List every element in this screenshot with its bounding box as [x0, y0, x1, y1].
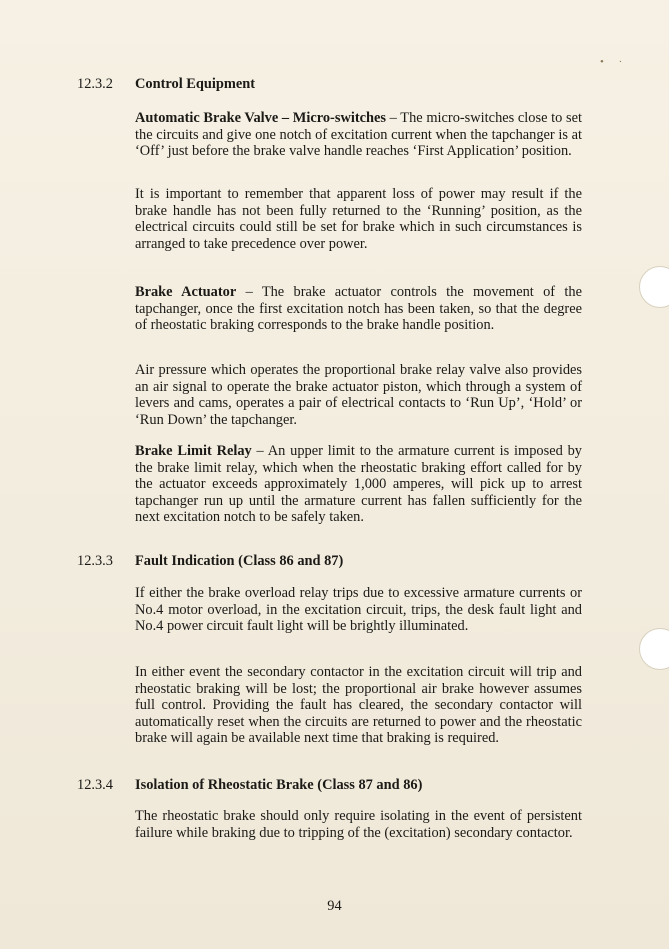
section-title: Control Equipment	[135, 76, 256, 92]
paragraph-heading: Brake Limit Relay	[135, 443, 252, 459]
paragraph-overload	[135, 585, 582, 635]
paragraph-air-pressure	[135, 362, 582, 428]
paragraph-power-loss	[135, 186, 582, 252]
punch-hole-upper	[639, 266, 669, 308]
section-number: 12.3.3	[77, 553, 113, 569]
paragraph-text: If either the brake overload relay trips due to excessive armature currents or No.4 motor overload, in the excitation circuit, trips, the desk fault light and No.4 power circuit fault light will be brightly illuminated.	[135, 585, 582, 635]
paragraph-text: The rheostatic brake should only require isolating in the event of persistent failure while braking due to tripping of the (excitation) secondary contactor.	[135, 808, 582, 841]
paragraph-text: Air pressure which operates the proportional brake relay valve also provides an air signal to operate the brake actuator piston, which through a system of levers and cams, operates a pair of electrical contacts to ‘Run Up’, ‘Hold’ or ‘Run Down’ the tapchanger.	[135, 362, 582, 428]
paragraph-brake-actuator	[135, 284, 582, 334]
paragraph-isolation	[135, 808, 582, 841]
paragraph-text: It is important to remember that apparent loss of power may result if the brake handle has not been fully returned to the ‘Running’ position, as the electrical circuits could still be set for brake which in such circumstances is arranged to take precedence over power.	[135, 186, 582, 252]
paragraph-brake-limit-relay	[135, 443, 582, 526]
paragraph-brake-valve	[135, 110, 582, 160]
ink-marks: • ·	[600, 56, 629, 68]
section-title: Fault Indication (Class 86 and 87)	[135, 553, 344, 569]
punch-hole-lower	[639, 628, 669, 670]
section-number: 12.3.2	[77, 76, 113, 92]
paragraph-heading: Brake Actuator	[135, 284, 237, 300]
section-title: Isolation of Rheostatic Brake (Class 87 and 86)	[135, 777, 423, 793]
paragraph-text: In either event the secondary contactor in the excitation circuit will trip and rheostatic braking will be lost; the proportional air brake however assumes full control. Providing the fault has cleared, the secondary contactor will automatically reset when the circuits are returned to power and the rheostatic brake will again be available next time that braking is required.	[135, 664, 582, 747]
section-number: 12.3.4	[77, 777, 113, 793]
paragraph-heading: Automatic Brake Valve – Micro-switches	[135, 110, 387, 126]
paragraph-text: – An upper limit to the armature current is imposed by the brake limit relay, which when the rheostatic braking effort called for by the actuator exceeds approximately 1,000 amperes, will pick up to arrest tapchanger run up until the armature current has fallen sufficiently for the next excitation notch to be safely taken.	[135, 443, 582, 526]
paragraph-text: – The brake actuator controls the movement of the tapchanger, once the first excitation notch has been taken, so that the degree of rheostatic braking corresponds to the brake handle position.	[135, 284, 582, 334]
page-number: 94	[327, 898, 342, 914]
paragraph-secondary-contactor	[135, 664, 582, 747]
paragraph-text: – The micro-switches close to set the circuits and give one notch of excitation current when the tapchanger is at ‘Off’ just before the brake valve handle reaches ‘First Application’ position.	[135, 110, 582, 160]
